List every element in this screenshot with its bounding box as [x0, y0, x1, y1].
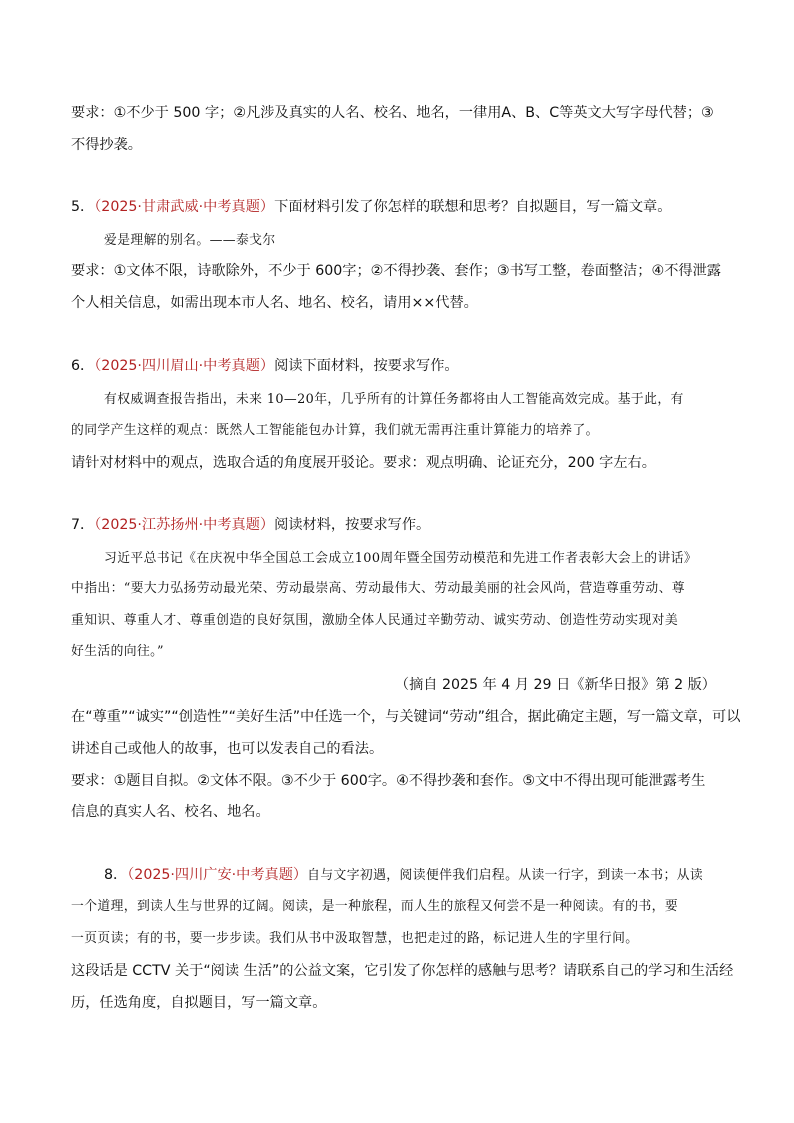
requirement-line: 不得抄袭。 [71, 137, 142, 153]
task-line: 讲述自己或他人的故事，也可以发表自己的看法。 [71, 741, 384, 757]
question-number: 6． [71, 358, 95, 374]
task-line: 这段话是 CCTV 关于“阅读 生活”的公益文案，它引发了你怎样的感触与思考？请联系自己的学习和生活经 [71, 963, 734, 979]
question-number: 5． [71, 199, 95, 215]
question-number: 7． [71, 517, 95, 533]
question-prompt: 阅读下面材料，按要求写作。 [274, 358, 459, 374]
material-line: 习近平总书记《在庆祝中华全国总工会成立100周年暨全国劳动模范和先进工作者表彰大会上的讲话》 [104, 551, 698, 566]
material-line: 好生活的向往。” [71, 644, 164, 659]
question-prompt: 下面材料引发了你怎样的联想和思考？自拟题目，写一篇文章。 [274, 199, 672, 215]
material-line: 自与文字初遇，阅读便伴我们启程。从读一行字，到读一本书；从读 [307, 868, 704, 883]
material-line: 有权威调查报告指出，未来 10—20年，几乎所有的计算任务都将由人工智能高效完成。基于此，有 [104, 392, 684, 407]
task-line: 在“尊重”“诚实”“创造性”“美好生活”中任选一个，与关键词“劳动”组合，据此确定主题，写一篇文章，可以 [71, 709, 741, 725]
question-source: （2025·甘肃武威·中考真题） [94, 199, 275, 215]
material-quote: 爱是理解的别名。——泰戈尔 [104, 233, 276, 248]
requirement-line: 要求：①文体不限，诗歌除外，不少于 600字；②不得抄袭、套作；③书写工整，卷面整洁；④不得泄露 [71, 263, 721, 279]
requirement-line: 信息的真实人名、校名、地名。 [71, 804, 270, 820]
material-line: 的同学产生这样的观点：既然人工智能能包办计算，我们就无需再注重计算能力的培养了。 [71, 423, 599, 438]
question-source: （2025·四川眉山·中考真题） [94, 358, 275, 374]
requirement-line: 要求：①题目自拟。②文体不限。③不少于 600字。④不得抄袭和套作。⑤文中不得出现可能泄露考生 [71, 773, 706, 789]
material-line: 中指出：“要大力弘扬劳动最光荣、劳动最崇高、劳动最伟大、劳动最美丽的社会风尚，营造尊重劳动、尊 [71, 581, 685, 596]
task-line: 历，任选角度，自拟题目，写一篇文章。 [71, 995, 327, 1011]
material-line: 重知识、尊重人才、尊重创造的良好氛围，激励全体人民通过辛勤劳动、诚实劳动、创造性劳动实现对美 [71, 613, 679, 628]
question-prompt: 阅读材料，按要求写作。 [274, 517, 431, 533]
question-number: 8． [104, 867, 128, 883]
question-6-heading [71, 355, 734, 377]
requirement-line: 要求：①不少于 500 字；②凡涉及真实的人名、校名、地名，一律用A、B、C等英文大写字母代替；③ [71, 105, 714, 121]
question-5-heading [71, 196, 734, 218]
question-source: （2025·江苏扬州·中考真题） [94, 517, 275, 533]
citation: （摘自 2025 年 4 月 29 日《新华日报》第 2 版） [394, 677, 716, 693]
question-8-heading [104, 864, 734, 887]
question-7-heading [71, 514, 734, 536]
requirement-line: 请针对材料中的观点，选取合适的角度展开驳论。要求：观点明确、论证充分，200 字左右。 [71, 455, 656, 471]
material-line: 一个道理，到读人生与世界的辽阔。阅读，是一种旅程，而人生的旅程又何尝不是一种阅读。有的书，要 [71, 899, 679, 914]
requirement-line: 个人相关信息，如需出现本市人名、地名、校名，请用××代替。 [71, 295, 478, 311]
question-source: （2025·四川广安·中考真题） [127, 867, 308, 883]
material-line: 一页页读；有的书，要一步步读。我们从书中汲取智慧，也把走过的路，标记进人生的字里行间。 [71, 931, 639, 946]
